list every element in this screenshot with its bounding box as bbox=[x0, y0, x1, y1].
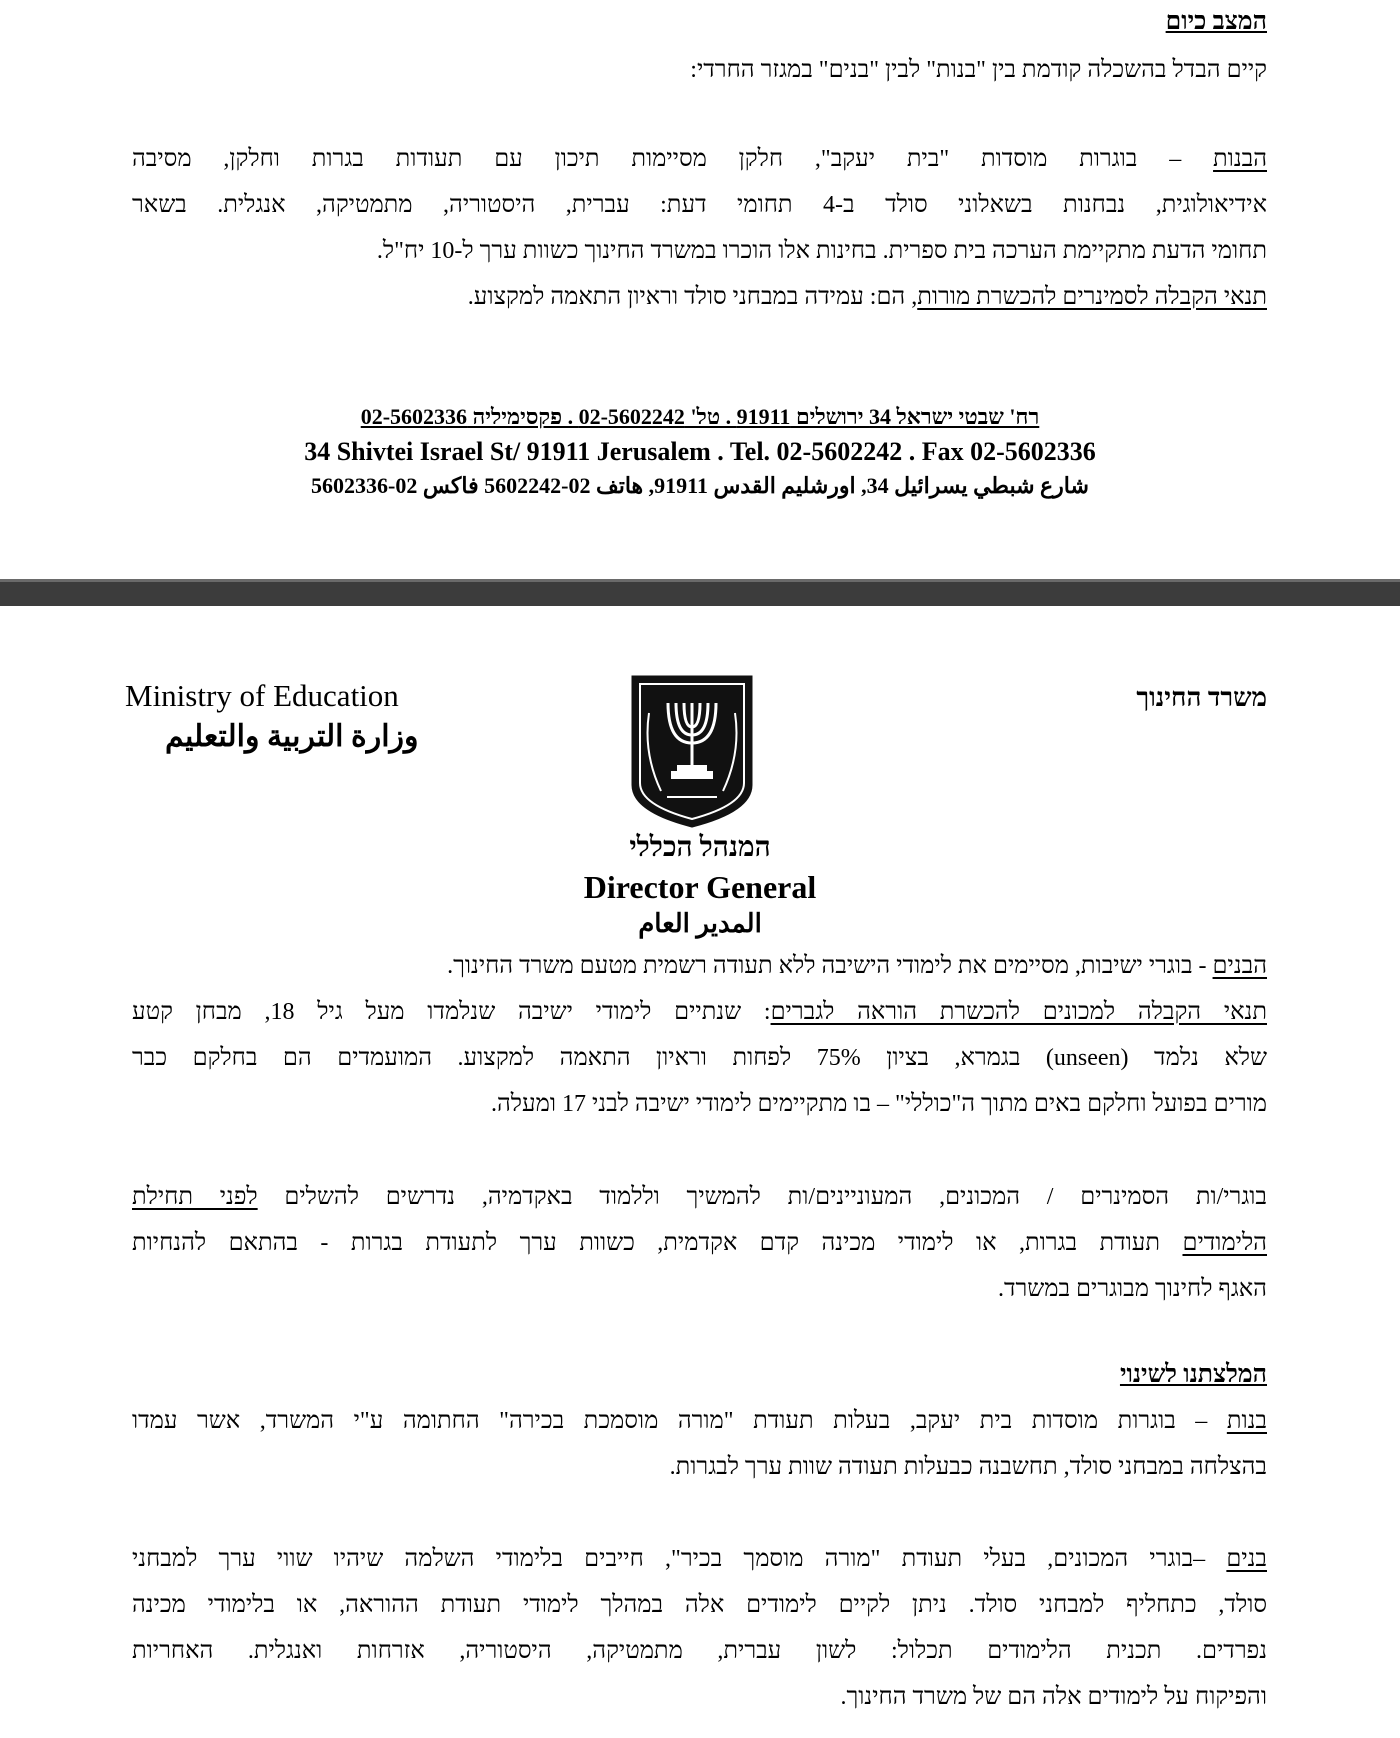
boys-label: הבנים bbox=[1212, 953, 1267, 979]
boys-admission-line: תנאי הקבלה למכונים להכשרת הוראה לגברים: שנתיים לימודי ישיבה שנלמדו מעל גיל 18, מבחן קטע bbox=[132, 999, 1267, 1025]
girls-admission-line: תנאי הקבלה לסמינרים להכשרת מורות, הם: עמידה במבחני סולד וראיון התאמה למקצוע. bbox=[467, 284, 1267, 310]
ministry-name-english: Ministry of Education bbox=[125, 678, 399, 713]
graduates-line-3: האגף לחינוך מבוגרים במשרד. bbox=[997, 1276, 1267, 1302]
rec-boys-line-1: בנים –בוגרי המכונים, בעלי תעודת "מורה מוסמך בכיר", חייבים בלימודי השלמה שיהיו שווי ערך למבחני bbox=[132, 1546, 1267, 1572]
intro-line: קיים הבדל בהשכלה קודמת בין "בנות" לבין "בנים" במגזר החרדי: bbox=[690, 57, 1267, 83]
girls-paragraph bbox=[132, 136, 1267, 320]
rec-boys-line-3: נפרדים. תכנית הלימודים תכלול: לשון עברית, מתמטיקה, היסטוריה, אזרחות ואנגלית. האחריות bbox=[132, 1638, 1267, 1664]
rec-boys-line-4: והפיקוח על לימודים אלה הם של משרד החינוך. bbox=[840, 1684, 1267, 1710]
rec-girls-paragraph bbox=[132, 1398, 1267, 1490]
rec-boys-line-2: סולד, כתחליף למבחני סולד. ניתן לקיים לימודים אלה במהלך לימודי תעודת ההוראה, או בלימודי מכינה bbox=[132, 1592, 1267, 1618]
rec-girls-line-1: בנות – בוגרות מוסדות בית יעקב, בעלות תעודת "מורה מוסמכת בכירה" החתומה ע"י המשרד, אשר עמדו bbox=[132, 1408, 1267, 1434]
boys-admission-label: תנאי הקבלה למכונים להכשרת הוראה לגברים bbox=[770, 999, 1267, 1025]
rec-boys-label: בנים bbox=[1226, 1546, 1267, 1572]
recommendation-heading: המלצתנו לשינוי bbox=[1119, 1361, 1267, 1388]
address-footer bbox=[0, 400, 1400, 502]
state-emblem-icon bbox=[627, 673, 757, 828]
director-general-hebrew: המנהל הכללי bbox=[629, 832, 771, 863]
ministry-name-hebrew: משרד החינוך bbox=[1136, 683, 1267, 712]
director-general-arabic: المدير العام bbox=[638, 909, 762, 938]
graduates-paragraph bbox=[132, 1174, 1267, 1312]
boys-line-3: שלא נלמד (unseen) בגמרא, בציון 75% לפחות וראיון התאמה למקצוע. המועמדים הם בחלקם כבר bbox=[132, 1045, 1267, 1071]
rec-girls-line-2: בהצלחה במבחני סולד, תחשבנה כבעלות תעודה שוות ערך לבגרות. bbox=[669, 1454, 1267, 1480]
address-arabic: شارع شبطي يسرائيل 34, اورشليم القدس 91911, هاتف 02-5602242 فاكس 02-5602336 bbox=[311, 473, 1089, 498]
boys-line-4: מורים בפועל וחלקם באים מתוך ה"כוללי" – בו מתקיימים לימודי ישיבה לבני 17 ומעלה. bbox=[491, 1091, 1267, 1117]
current-situation-heading: המצב כיום bbox=[1165, 8, 1267, 35]
page-divider bbox=[0, 579, 1400, 606]
address-hebrew: רח' שבטי ישראל 34 ירושלים 91911 . טל' 02-5602242 . פקסימיליה 02-5602336 bbox=[360, 404, 1040, 429]
girls-line-2: אידיאולוגית, נבחנות בשאלוני סולד ב-4 תחומי דעת: עברית, היסטוריה, מתמטיקה, אנגלית. בשאר bbox=[132, 192, 1267, 218]
before-studies-emphasis: לפני תחילת bbox=[132, 1184, 258, 1210]
graduates-line-2: הלימודים תעודת בגרות, או לימודי מכינה קדם אקדמית, כשוות ערך לתעודת בגרות - בהתאם להנחיות bbox=[132, 1230, 1267, 1256]
boys-line-1: הבנים - בוגרי ישיבות, מסיימים את לימודי הישיבה ללא תעודה רשמית מטעם משרד החינוך. bbox=[447, 953, 1267, 979]
address-english: 34 Shivtei Israel St/ 91911 Jerusalem . Tel. 02-5602242 . Fax 02-5602336 bbox=[304, 437, 1096, 466]
rec-boys-paragraph bbox=[132, 1536, 1267, 1720]
girls-line-1: הבנות – בוגרות מוסדות "בית יעקב", חלקן מסיימות תיכון עם תעודות בגרות וחלקן, מסיבה bbox=[132, 146, 1267, 172]
graduates-line-1: בוגרי/ות הסמינרים / המכונים, המעוניינים/ות להמשיך וללמוד באקדמיה, נדרשים להשלים לפני תחילת bbox=[132, 1184, 1267, 1210]
ministry-name-arabic: وزارة التربية والتعليم bbox=[165, 720, 419, 753]
director-general-title bbox=[0, 828, 1400, 942]
girls-admission-label: תנאי הקבלה לסמינרים להכשרת מורות bbox=[917, 284, 1267, 310]
girls-label: הבנות bbox=[1213, 146, 1267, 172]
rec-girls-label: בנות bbox=[1226, 1408, 1267, 1434]
girls-line-3: תחומי הדעת מתקיימת הערכה בית ספרית. בחינות אלו הוכרו במשרד החינוך כשוות ערך ל-10 יח"ל. bbox=[376, 238, 1267, 264]
director-general-english: Director General bbox=[583, 869, 817, 905]
boys-paragraph bbox=[132, 943, 1267, 1127]
